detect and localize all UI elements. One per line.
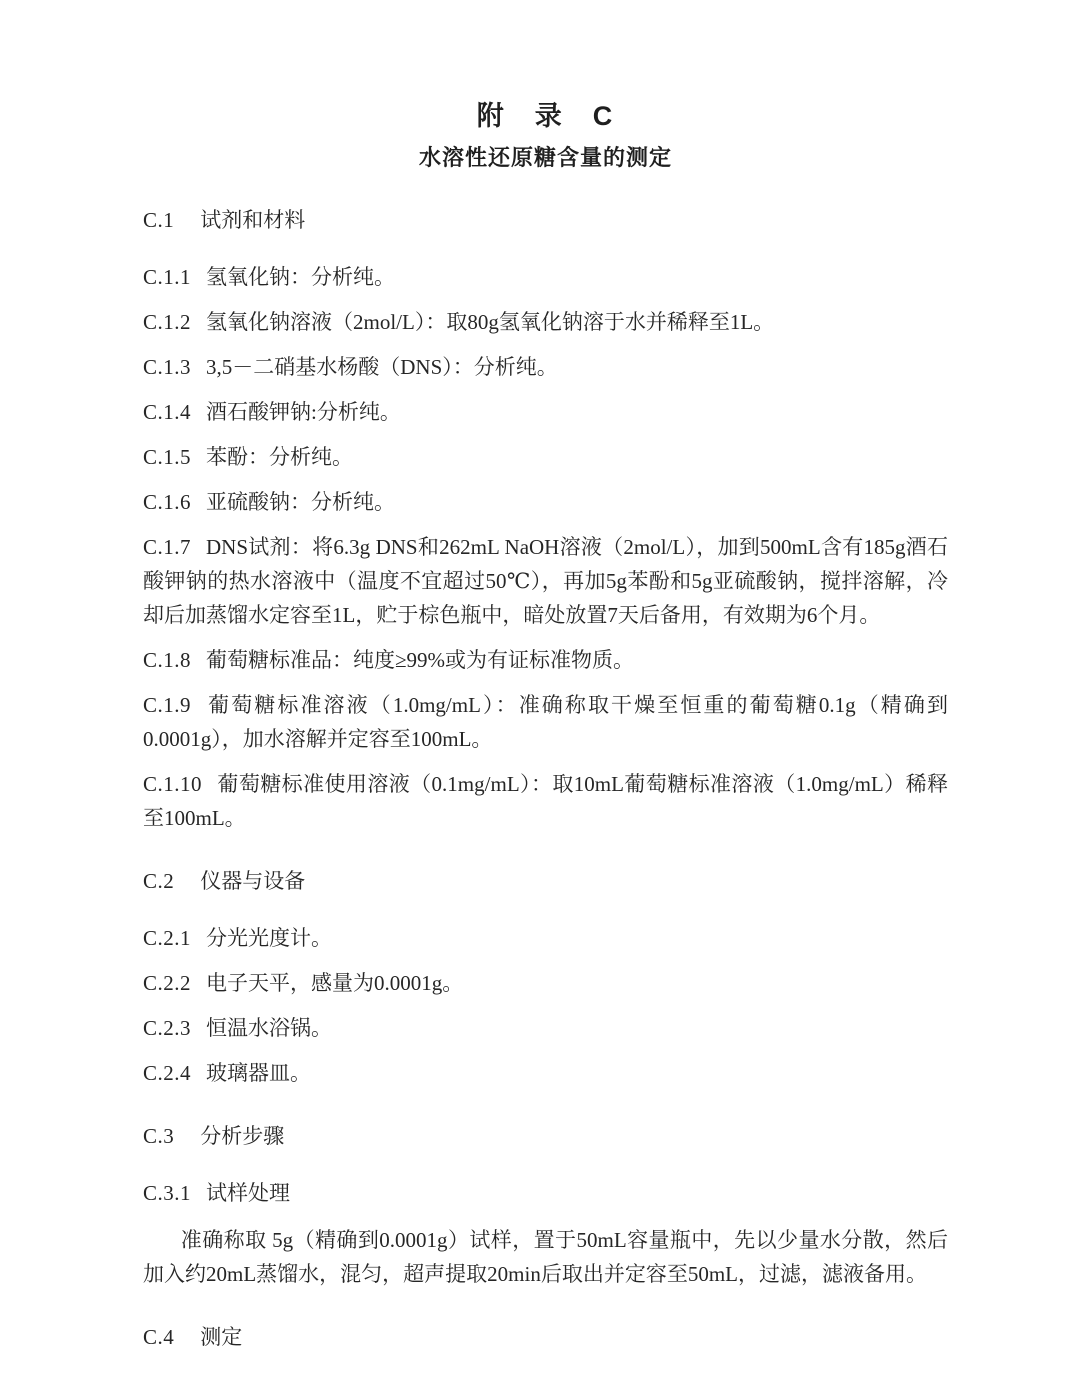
clause-number: C.1.5: [143, 445, 192, 469]
clause-item: [143, 688, 948, 756]
clause-text: 葡萄糖标准溶液（1.0mg/mL）：准确称取干燥至恒重的葡萄糖0.1g（精确到0.0001g），加水溶解并定容至100mL。: [143, 693, 948, 751]
clause-number: C.3.1: [143, 1181, 192, 1205]
clause-item: [143, 350, 948, 384]
clause-number: C.4: [143, 1325, 175, 1349]
clause-text: 准确称取 5g（精确到0.0001g）试样，置于50mL容量瓶中，先以少量水分散，然后加入约20mL蒸馏水，混匀，超声提取20min后取出并定容至50mL，过滤，滤液备用。: [143, 1228, 948, 1286]
clause-text: 葡萄糖标准品：纯度≥99%或为有证标准物质。: [206, 648, 635, 672]
clause-list: [143, 203, 948, 1354]
clause-number: C.1.10: [143, 772, 203, 796]
clause-item: [143, 260, 948, 294]
clause-item: [143, 966, 948, 1000]
clause-text: 氢氧化钠溶液（2mol/L）：取80g氢氧化钠溶于水并稀释至1L。: [206, 310, 775, 334]
clause-number: C.1.1: [143, 265, 192, 289]
clause-text: 试剂和材料: [200, 208, 306, 232]
clause-text: 仪器与设备: [200, 869, 306, 893]
clause-item: [143, 1176, 948, 1210]
clause-item: [143, 1011, 948, 1045]
clause-number: C.1.9: [143, 693, 192, 717]
section-heading: [143, 1320, 948, 1354]
clause-number: C.2.2: [143, 971, 192, 995]
clause-item: [143, 767, 948, 835]
clause-number: C.3: [143, 1124, 175, 1148]
section-heading: [143, 203, 948, 237]
clause-number: C.2: [143, 869, 175, 893]
clause-item: [143, 485, 948, 519]
clause-text: 亚硫酸钠：分析纯。: [206, 490, 396, 514]
clause-text: 葡萄糖标准使用溶液（0.1mg/mL）：取10mL葡萄糖标准溶液（1.0mg/mL）稀释至100mL。: [143, 772, 948, 830]
section-heading: [143, 1119, 948, 1153]
clause-number: C.1.2: [143, 310, 192, 334]
clause-text: 分光光度计。: [206, 926, 333, 950]
clause-text: 玻璃器皿。: [206, 1061, 312, 1085]
section-heading: [143, 864, 948, 898]
clause-text: DNS试剂：将6.3g DNS和262mL NaOH溶液（2mol/L），加到500mL含有185g酒石酸钾钠的热水溶液中（温度不宜超过50℃），再加5g苯酚和5g亚硫酸钠，搅拌溶解，冷却后加蒸馏水定容至1L，贮于棕色瓶中，暗处放置7天后备用，有效期为6个月。: [143, 535, 948, 627]
clause-number: C.1.6: [143, 490, 192, 514]
clause-item: [143, 643, 948, 677]
clause-number: C.2.3: [143, 1016, 192, 1040]
body-paragraph: [143, 1223, 948, 1291]
appendix-title: 附 录 C: [476, 101, 615, 131]
appendix-subtitle: 水溶性还原糖含量的测定: [418, 145, 672, 170]
clause-text: 测定: [200, 1325, 243, 1349]
clause-text: 酒石酸钾钠:分析纯。: [206, 400, 401, 424]
clause-item: [143, 921, 948, 955]
clause-text: 氢氧化钠：分析纯。: [206, 265, 396, 289]
clause-number: C.1.7: [143, 535, 192, 559]
clause-item: [143, 530, 948, 632]
clause-text: 电子天平，感量为0.0001g。: [206, 971, 464, 995]
clause-number: C.2.4: [143, 1061, 192, 1085]
clause-number: C.2.1: [143, 926, 192, 950]
clause-number: C.1.3: [143, 355, 192, 379]
clause-text: 试样处理: [206, 1181, 291, 1205]
clause-number: C.1.8: [143, 648, 192, 672]
clause-text: 恒温水浴锅。: [206, 1016, 333, 1040]
clause-text: 苯酚：分析纯。: [206, 445, 354, 469]
clause-item: [143, 395, 948, 429]
clause-item: [143, 1056, 948, 1090]
clause-text: 3,5－二硝基水杨酸（DNS）：分析纯。: [206, 355, 558, 379]
clause-number: C.1: [143, 208, 175, 232]
clause-text: 分析步骤: [200, 1124, 285, 1148]
clause-item: [143, 305, 948, 339]
clause-item: [143, 440, 948, 474]
clause-number: C.1.4: [143, 400, 192, 424]
